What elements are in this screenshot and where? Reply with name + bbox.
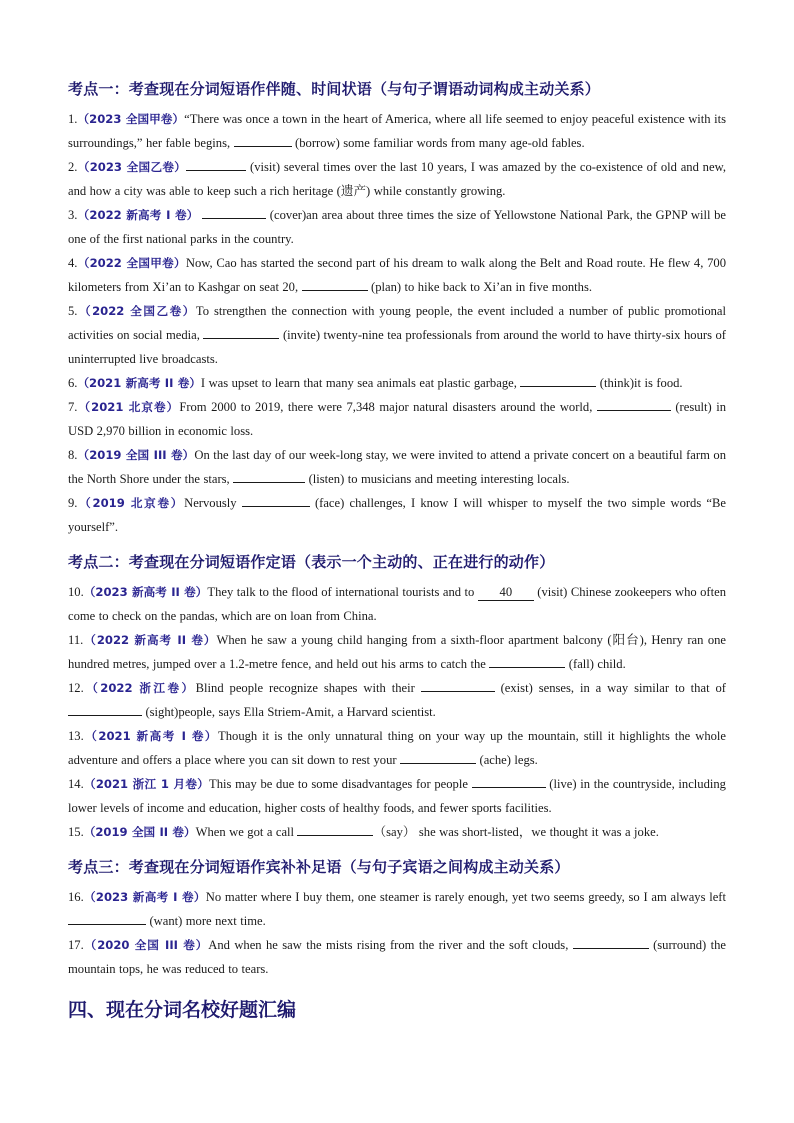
question-source: （2019 全国 II 卷） (83, 825, 196, 839)
question-item (68, 299, 726, 371)
question-text-after: (listen) to musicians and meeting interesting locals. (305, 472, 570, 486)
answer-blank[interactable] (234, 131, 292, 147)
question-item (68, 676, 726, 724)
answer-blank[interactable] (573, 933, 649, 949)
answer-blank[interactable] (242, 491, 310, 507)
question-item (68, 933, 726, 981)
question-number: 4. (68, 256, 78, 270)
question-text-before: Now, Cao has started the second part of his dream to walk along the Belt and Road route. He flew 4, 700 kilometers from Xi’an to Kashgar on seat 20, (68, 256, 726, 294)
question-text-before: No matter where I buy them, one steamer is rarely enough, yet two seems greedy, so I am always left (205, 890, 726, 904)
question-number: 5. (68, 304, 78, 318)
question-item (68, 395, 726, 443)
next-section-heading: 四、现在分词名校好题汇编 (68, 999, 297, 1021)
question-item (68, 628, 726, 676)
question-number: 15. (68, 825, 84, 839)
question-number: 12. (68, 681, 84, 695)
question-number: 8. (68, 448, 78, 462)
question-text-before: This may be due to some disadvantages for people (209, 777, 472, 791)
question-item (68, 820, 726, 844)
question-text-after: (cover)an area about three times the size of Yellowstone National Park, the GPNP will be one of the first national parks in the country. (68, 208, 726, 246)
question-number: 9. (68, 496, 78, 510)
question-text-after: (visit) Chinese zookeepers who often come to check on the pandas, which are on loan from China. (68, 585, 727, 623)
section-title: 考点二：考查现在分词短语作定语（表示一个主动的、正在进行的动作） (68, 553, 555, 571)
question-item (68, 443, 726, 491)
question-number: 16. (68, 890, 84, 904)
answer-blank[interactable] (302, 275, 368, 291)
question-text-before: They talk to the flood of international tourists and to (207, 585, 478, 599)
question-number: 13. (68, 729, 84, 743)
sections-container (68, 78, 726, 981)
question-item (68, 203, 726, 251)
question-text-after: （say） she was short-listed，we thought it was a joke. (373, 825, 659, 839)
question-source: （2021 新高考 I 卷） (83, 729, 219, 743)
question-source: （2022 全国甲卷） (77, 256, 186, 270)
question-text-after: (exist) senses, in a way similar to that of (494, 681, 726, 695)
question-source: （2023 新高考 I 卷） (83, 890, 206, 904)
answer-blank[interactable] (520, 371, 596, 387)
question-item (68, 885, 726, 933)
answer-blank[interactable] (400, 748, 476, 764)
question-source: （2022 新高考 I 卷） (77, 208, 199, 222)
answer-blank[interactable] (68, 909, 146, 925)
question-source: （2021 浙江 1 月卷） (83, 777, 210, 791)
question-text-after: (fall) child. (565, 657, 626, 671)
question-text-before: On the last day of our week-long stay, we were invited to attend a private concert on a beautiful farm on the North Shore under the stars, (68, 448, 726, 486)
question-text-after: (result) in USD 2,970 billion in economic loss. (68, 400, 726, 438)
question-item (68, 580, 726, 628)
question-source: （2022 新高考 II 卷） (83, 633, 217, 647)
question-text-before: When he saw a young child hanging from a sixth-floor apartment balcony (阳台), Henry ran one hundred metres, jumped over a 1.2-metre fence, and held out his arms to catch the (68, 633, 727, 671)
question-item (68, 155, 726, 203)
answer-blank[interactable] (472, 772, 546, 788)
question-source: （2019 全国 III 卷） (77, 448, 195, 462)
answer-blank[interactable] (421, 676, 495, 692)
question-source: （2021 新高考 II 卷） (77, 376, 201, 390)
question-item (68, 724, 726, 772)
section-gap (68, 539, 726, 551)
question-text-after: (ache) legs. (476, 753, 538, 767)
question-text-after: (borrow) some familiar words from many age-old fables. (291, 136, 585, 150)
section-gap (68, 844, 726, 856)
question-number: 2. (68, 160, 78, 174)
answer-blank[interactable] (186, 155, 246, 171)
question-item (68, 107, 726, 155)
question-number: 3. (68, 208, 78, 222)
question-item (68, 251, 726, 299)
answer-blank[interactable] (202, 203, 266, 219)
question-item (68, 772, 726, 820)
question-text-before: And when he saw the mists rising from the river and the soft clouds, (208, 938, 573, 952)
question-text-before: To strengthen the connection with young people, the event included a number of public promotional activities on social media, (68, 304, 726, 342)
question-text-after: (visit) several times over the last 10 years, I was amazed by the co-existence of old and new, and how a city was able to keep such a rich heritage (遗产) while constantly growing. (68, 160, 726, 198)
question-text-after: (plan) to hike back to Xi’an in five months. (367, 280, 593, 294)
question-text-after: (surround) the mountain tops, he was reduced to tears. (68, 938, 727, 976)
question-text-before: I was upset to learn that many sea animals eat plastic garbage, (200, 376, 521, 390)
question-source: （2023 新高考 II 卷） (83, 585, 208, 599)
answer-blank[interactable]: 40 (478, 585, 534, 601)
answer-blank[interactable] (297, 820, 373, 836)
question-source: （2019 北京卷） (77, 496, 185, 510)
question-text-before: When we got a call (195, 825, 298, 839)
question-number: 17. (68, 938, 84, 952)
question-source: （2023 全国乙卷） (77, 160, 187, 174)
question-number: 6. (68, 376, 78, 390)
answer-blank[interactable] (233, 467, 305, 483)
question-number: 11. (68, 633, 84, 647)
answer-blank[interactable] (489, 652, 565, 668)
question-text-after: (live) in the countryside, including lower levels of income and education, higher costs of healthy foods, and fewer sports facilities. (68, 777, 726, 815)
question-source: （2022 浙江卷） (83, 681, 196, 695)
question-text-before: Though it is the only unnatural thing on your way up the mountain, still it highlights the whole adventure and offers a place where you can sit down to rest your (68, 729, 727, 767)
question-item (68, 371, 726, 395)
question-source: （2023 全国甲卷） (77, 112, 185, 126)
question-source: （2020 全国 III 卷） (83, 938, 209, 952)
question-text-before: “There was once a town in the heart of America, where all life seemed to enjoy peaceful existence with its surroundings,” her fable begins, (68, 112, 727, 150)
question-number: 14. (68, 777, 84, 791)
answer-blank[interactable] (203, 323, 279, 339)
answer-blank[interactable] (68, 700, 142, 716)
question-text-after: (invite) twenty-nine tea professionals from around the world to have thirty-six hours of uninterrupted live broadcasts. (68, 328, 726, 366)
question-number: 1. (68, 112, 78, 126)
question-text-after: (face) challenges, I know I will whisper to myself the two simple words “Be yourself”. (68, 496, 727, 534)
worksheet-page (68, 78, 726, 1022)
question-item (68, 491, 726, 539)
question-text-after: (think)it is food. (596, 376, 683, 390)
question-text-after: (want) more next time. (146, 914, 266, 928)
question-number: 7. (68, 400, 78, 414)
question-text-before: From 2000 to 2019, there were 7,348 major natural disasters around the world, (179, 400, 597, 414)
question-number: 10. (68, 585, 84, 599)
question-source: （2021 北京卷） (77, 400, 180, 414)
question-text-before: Blind people recognize shapes with their (195, 681, 421, 695)
section-title: 考点一：考查现在分词短语作伴随、时间状语（与句子谓语动词构成主动关系） (68, 80, 601, 98)
answer-blank[interactable] (597, 395, 671, 411)
question-text-after: (sight)people, says Ella Striem-Amit, a Harvard scientist. (142, 705, 436, 719)
section-title: 考点三：考查现在分词短语作宾补补足语（与句子宾语之间构成主动关系） (68, 858, 570, 876)
question-text-before: Nervously (184, 496, 242, 510)
question-source: （2022 全国乙卷） (77, 304, 196, 318)
